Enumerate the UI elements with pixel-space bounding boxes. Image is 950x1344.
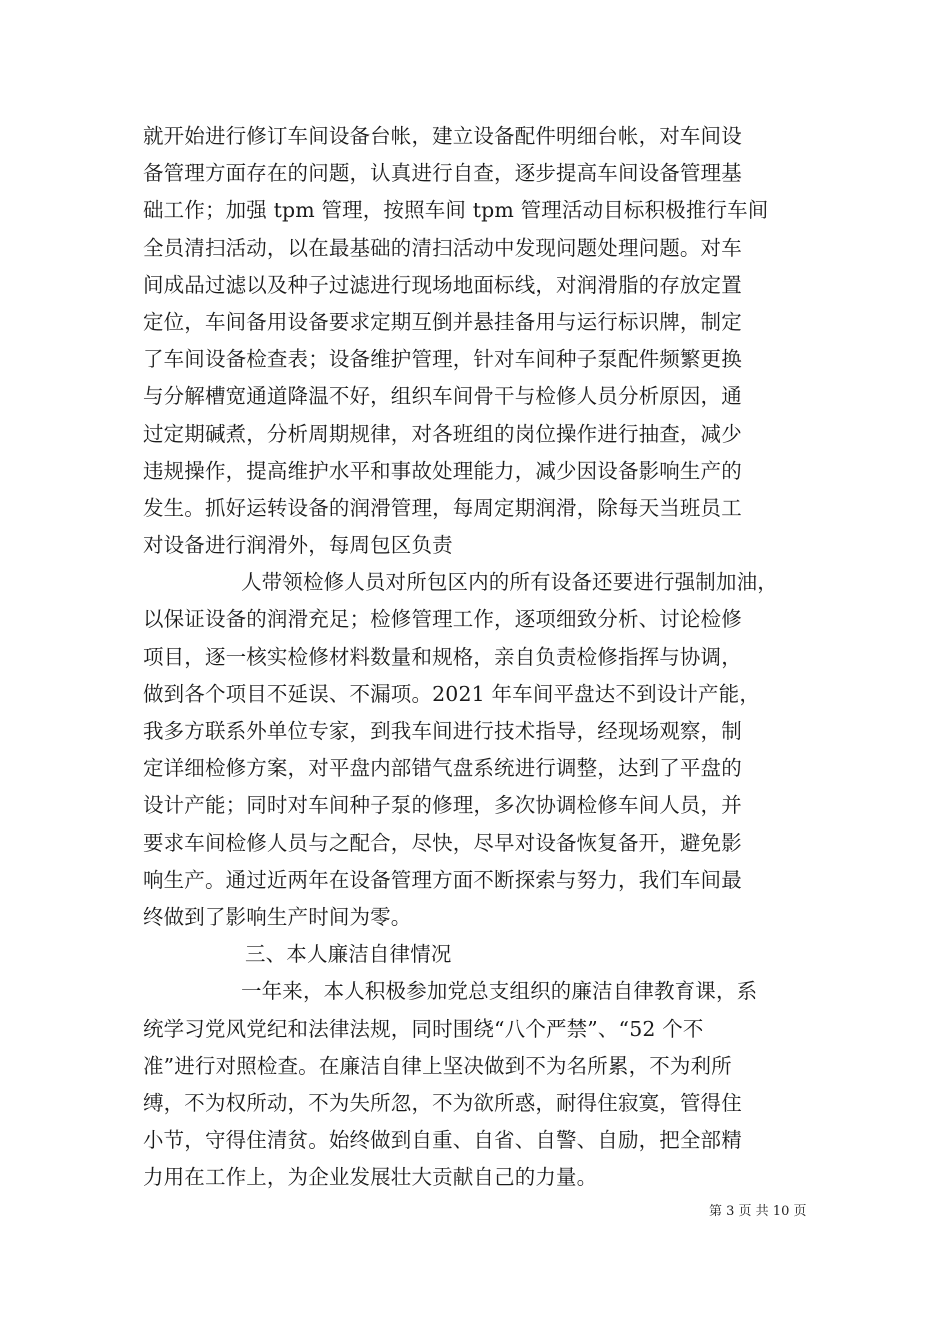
text-line: 设计产能；同时对车间种子泵的修理，多次协调检修车间人员，并: [143, 793, 742, 818]
text-line: 项目，逐一核实检修材料数量和规格，亲自负责检修指挥与协调，: [143, 644, 742, 669]
text-line: 发生。抓好运转设备的润滑管理，每周定期润滑，除每天当班员工: [143, 495, 742, 520]
paragraph-maintenance-work: [143, 564, 808, 936]
text-line: 一年来，本人积极参加党总支组织的廉洁自律教育课，系: [241, 979, 758, 1004]
text-line: 础工作；加强 tpm 管理，按照车间 tpm 管理活动目标积极推行车间: [143, 198, 769, 223]
text-line: 终做到了影响生产时间为零。: [143, 904, 412, 929]
document-body: [143, 118, 808, 1196]
text-line: 小节，守得住清贫。始终做到自重、自省、自警、自励，把全部精: [143, 1128, 742, 1153]
text-line: 响生产。通过近两年在设备管理方面不断探索与努力，我们车间最: [143, 867, 742, 892]
text-line: 准”进行对照检查。在廉洁自律上坚决做到不为名所累，不为利所: [143, 1053, 732, 1078]
text-line: 缚，不为权所动，不为失所忽，不为欲所惑，耐得住寂寞，管得住: [143, 1090, 742, 1115]
text-line: 对设备进行润滑外，每周包区负责: [143, 533, 453, 558]
page-number-footer: 第 3 页 共 10 页: [709, 1204, 807, 1219]
text-line: 定详细检修方案，对平盘内部错气盘系统进行调整，达到了平盘的: [143, 756, 742, 781]
text-line: 统学习党风党纪和法律法规，同时围绕“八个严禁”、“52 个不: [143, 1016, 704, 1041]
paragraph-integrity-discipline: [143, 973, 808, 1196]
text-line: 备管理方面存在的问题，认真进行自查，逐步提高车间设备管理基: [143, 161, 742, 186]
section-heading: 三、本人廉洁自律情况: [245, 942, 452, 967]
text-line: 与分解槽宽通道降温不好，组织车间骨干与检修人员分析原因，通: [143, 384, 742, 409]
text-line: 间成品过滤以及种子过滤进行现场地面标线，对润滑脂的存放定置: [143, 272, 742, 297]
text-line: 力用在工作上，为企业发展壮大贡献自己的力量。: [143, 1165, 598, 1190]
text-line: 定位，车间备用设备要求定期互倒并悬挂备用与运行标识牌，制定: [143, 309, 742, 334]
text-line: 我多方联系外单位专家，到我车间进行技术指导，经现场观察，制: [143, 719, 742, 743]
text-line: 了车间设备检查表；设备维护管理，针对车间种子泵配件频繁更换: [143, 347, 742, 372]
text-line: 要求车间检修人员与之配合，尽快，尽早对设备恢复备开，避免影: [143, 830, 742, 855]
text-line: 全员清扫活动，以在最基础的清扫活动中发现问题处理问题。对车: [143, 235, 742, 260]
text-line: 以保证设备的润滑充足；检修管理工作，逐项细致分析、讨论检修: [143, 607, 742, 632]
text-line: 违规操作，提高维护水平和事故处理能力，减少因设备影响生产的: [143, 458, 742, 483]
text-line: 人带领检修人员对所包区内的所有设备还要进行强制加油，: [241, 570, 778, 595]
text-line: 过定期碱煮，分析周期规律，对各班组的岗位操作进行抽查，减少: [143, 421, 742, 446]
paragraph-equipment-management: [143, 118, 808, 564]
text-line: 做到各个项目不延误、不漏项。2021 年车间平盘达不到设计产能，: [143, 681, 760, 706]
text-line: 就开始进行修订车间设备台帐，建立设备配件明细台帐，对车间设: [143, 124, 742, 148]
